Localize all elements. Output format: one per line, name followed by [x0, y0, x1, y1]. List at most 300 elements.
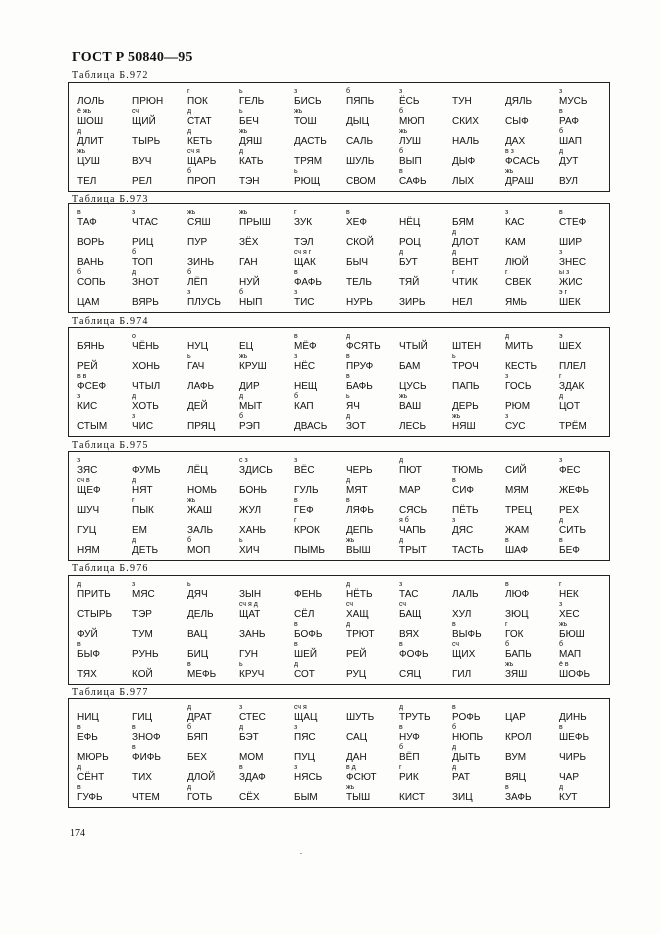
- syllable-word: ШОШ: [77, 116, 104, 127]
- phonetic-mark: д: [399, 249, 404, 256]
- phonetic-mark: з: [505, 413, 509, 420]
- phonetic-mark: ё в: [559, 661, 569, 668]
- syllable-word: ДЕЛЬ: [187, 609, 214, 620]
- syllable-word: РАТ: [452, 772, 470, 783]
- syllable-word: ШУЧ: [77, 505, 100, 516]
- syllable-word: ГУФЬ: [77, 792, 103, 803]
- phonetic-mark: ь: [239, 88, 243, 95]
- table-caption: Таблица Б.976: [72, 563, 149, 574]
- syllable-word: ДАХ: [505, 136, 526, 147]
- syllable-word: НОМЬ: [187, 485, 217, 496]
- syllable-word: ГОТЬ: [187, 792, 213, 803]
- phonetic-mark: з: [132, 581, 136, 588]
- phonetic-mark: д: [346, 581, 351, 588]
- word-table: [68, 698, 610, 808]
- phonetic-mark: в: [346, 209, 350, 216]
- table-caption: Таблица Б.975: [72, 440, 149, 451]
- table-row: [69, 289, 609, 313]
- syllable-word: ВЯРЬ: [132, 297, 159, 308]
- syllable-word: ЛОЛЬ: [77, 96, 105, 107]
- syllable-word: ПЮТ: [399, 465, 422, 476]
- syllable-word: МОМ: [239, 752, 264, 763]
- syllable-word: ЁСЬ: [399, 96, 420, 107]
- phonetic-mark: г: [452, 269, 455, 276]
- syllable-word: ПЯС: [294, 732, 316, 743]
- phonetic-mark: д: [559, 517, 564, 524]
- phonetic-mark: д: [77, 764, 82, 771]
- phonetic-mark: д: [452, 764, 457, 771]
- syllable-word: ЗЮЦ: [505, 609, 529, 620]
- syllable-word: ЗНОФ: [132, 732, 161, 743]
- syllable-word: ЧИРЬ: [559, 752, 587, 763]
- table-caption: Таблица Б.974: [72, 316, 149, 327]
- syllable-word: ЧТАС: [132, 217, 159, 228]
- phonetic-mark: г: [294, 209, 297, 216]
- syllable-word: ДИНЬ: [559, 712, 587, 723]
- phonetic-mark: ё жь: [77, 108, 92, 115]
- phonetic-mark: б: [187, 168, 192, 175]
- phonetic-mark: ь: [294, 168, 298, 175]
- syllable-word: ВУЛ: [559, 176, 578, 187]
- phonetic-mark: жь: [559, 621, 568, 628]
- syllable-word: ЯМЬ: [505, 297, 528, 308]
- syllable-word: РЕЙ: [346, 649, 367, 660]
- phonetic-mark: в: [559, 537, 563, 544]
- phonetic-mark: ь: [452, 353, 456, 360]
- syllable-word: ШЕК: [559, 297, 581, 308]
- syllable-word: ЗАФЬ: [505, 792, 532, 803]
- phonetic-mark: г: [294, 517, 297, 524]
- syllable-word: БЯНЬ: [77, 341, 105, 352]
- phonetic-mark: з: [294, 353, 298, 360]
- syllable-word: БЕХ: [187, 752, 207, 763]
- syllable-word: ЗАЛЬ: [187, 525, 214, 536]
- syllable-word: ПЫК: [132, 505, 154, 516]
- phonetic-mark: жь: [346, 784, 355, 791]
- syllable-word: ЗЫН: [239, 589, 262, 600]
- phonetic-mark: ь: [239, 108, 243, 115]
- phonetic-mark: жь: [505, 661, 514, 668]
- syllable-word: ГОСЬ: [505, 381, 532, 392]
- phonetic-mark: в: [294, 269, 298, 276]
- word-table: [68, 82, 610, 192]
- phonetic-mark: д: [452, 249, 457, 256]
- syllable-word: СТЫМ: [77, 421, 108, 432]
- phonetic-mark: д: [346, 333, 351, 340]
- syllable-word: ВУЧ: [132, 156, 152, 167]
- syllable-word: ВЕНТ: [452, 257, 479, 268]
- syllable-word: КАС: [505, 217, 525, 228]
- syllable-word: ЩИХ: [452, 649, 476, 660]
- syllable-word: ФОФЬ: [399, 649, 429, 660]
- phonetic-mark: жь: [452, 413, 461, 420]
- syllable-word: ДЫЦ: [346, 116, 370, 127]
- syllable-word: БЯП: [187, 732, 208, 743]
- syllable-word: СОТ: [294, 669, 315, 680]
- syllable-word: НУЦ: [187, 341, 208, 352]
- syllable-word: ДУТ: [559, 156, 579, 167]
- syllable-word: РЕЙ: [77, 361, 98, 372]
- phonetic-mark: д: [452, 744, 457, 751]
- syllable-word: ЛЕСЬ: [399, 421, 427, 432]
- syllable-word: ХИЧ: [239, 545, 260, 556]
- syllable-word: ЩАТ: [239, 609, 261, 620]
- phonetic-mark: з: [559, 88, 563, 95]
- syllable-word: ФУЙ: [77, 629, 98, 640]
- syllable-word: БЕФ: [559, 545, 580, 556]
- syllable-word: КИСТ: [399, 792, 426, 803]
- syllable-word: ФСАСЬ: [505, 156, 540, 167]
- syllable-word: ДЯЧ: [187, 589, 208, 600]
- syllable-word: СЁНТ: [77, 772, 105, 783]
- phonetic-mark: в з: [505, 148, 514, 155]
- syllable-word: ПЯПЬ: [346, 96, 375, 107]
- syllable-word: ДЫТЬ: [452, 752, 481, 763]
- syllable-word: ТОШ: [294, 116, 317, 127]
- syllable-word: ВЁП: [399, 752, 420, 763]
- phonetic-mark: жь: [399, 128, 408, 135]
- phonetic-mark: д: [346, 413, 351, 420]
- phonetic-mark: сч: [399, 601, 407, 608]
- phonetic-mark: д: [399, 704, 404, 711]
- syllable-word: ЧИС: [132, 421, 154, 432]
- syllable-word: ЖУЛ: [239, 505, 262, 516]
- phonetic-mark: жь: [294, 108, 303, 115]
- syllable-word: МЯТ: [346, 485, 368, 496]
- syllable-word: БИСЬ: [294, 96, 322, 107]
- syllable-word: БЫМ: [294, 792, 318, 803]
- syllable-word: КАП: [294, 401, 314, 412]
- syllable-word: ДАН: [346, 752, 367, 763]
- syllable-word: ЧТЫЙ: [399, 341, 428, 352]
- syllable-word: ВОРЬ: [77, 237, 105, 248]
- syllable-word: ЦАР: [505, 712, 526, 723]
- syllable-word: ДРАШ: [505, 176, 534, 187]
- syllable-word: ФСЯТЬ: [346, 341, 381, 352]
- syllable-word: ЖЕФЬ: [559, 485, 590, 496]
- syllable-word: ДЯШ: [239, 136, 263, 147]
- syllable-word: ДИР: [239, 381, 260, 392]
- syllable-word: ПРЮН: [132, 96, 164, 107]
- phonetic-mark: в: [559, 724, 563, 731]
- syllable-word: ЛАФЬ: [187, 381, 215, 392]
- phonetic-mark: д: [132, 477, 137, 484]
- syllable-word: ТЭЛ: [294, 237, 314, 248]
- syllable-word: ЖАШ: [187, 505, 213, 516]
- phonetic-mark: жь: [239, 128, 248, 135]
- phonetic-mark: з: [294, 88, 298, 95]
- phonetic-mark: б: [132, 249, 137, 256]
- syllable-word: СВОМ: [346, 176, 376, 187]
- syllable-word: ЕЦ: [239, 341, 254, 352]
- phonetic-mark: г: [559, 581, 562, 588]
- phonetic-mark: жь: [77, 148, 86, 155]
- syllable-word: НУФ: [399, 732, 420, 743]
- phonetic-mark: з: [559, 601, 563, 608]
- phonetic-mark: д: [452, 229, 457, 236]
- syllable-word: ТАСТЬ: [452, 545, 484, 556]
- syllable-word: САЦ: [346, 732, 368, 743]
- phonetic-mark: в: [452, 477, 456, 484]
- table-caption: Таблица Б.972: [72, 70, 149, 81]
- syllable-word: ЧАПЬ: [399, 525, 426, 536]
- phonetic-mark: в: [77, 209, 81, 216]
- syllable-word: ВАЦ: [187, 629, 208, 640]
- syllable-word: ГЕЛЬ: [239, 96, 265, 107]
- phonetic-mark: в в: [77, 373, 87, 380]
- phonetic-mark: д: [77, 581, 82, 588]
- syllable-word: ТЭН: [239, 176, 260, 187]
- phonetic-mark: б: [399, 108, 404, 115]
- phonetic-mark: жь: [187, 209, 196, 216]
- phonetic-mark: б: [399, 744, 404, 751]
- syllable-word: ШИР: [559, 237, 583, 248]
- syllable-word: БАФЬ: [346, 381, 373, 392]
- syllable-word: ВЫШ: [346, 545, 371, 556]
- syllable-word: КРУШ: [239, 361, 267, 372]
- phonetic-mark: б: [399, 148, 404, 155]
- syllable-word: НЫП: [239, 297, 263, 308]
- syllable-word: ТЫШ: [346, 792, 371, 803]
- phonetic-mark: о: [132, 333, 136, 340]
- syllable-word: ГОК: [505, 629, 524, 640]
- phonetic-mark: в: [559, 209, 563, 216]
- syllable-word: ДЕЙ: [187, 401, 208, 412]
- syllable-word: ЗИРЬ: [399, 297, 426, 308]
- syllable-word: ГАЧ: [187, 361, 205, 372]
- syllable-word: ХОНЬ: [132, 361, 160, 372]
- phonetic-mark: б: [452, 724, 457, 731]
- syllable-word: ПЛУСЬ: [187, 297, 221, 308]
- phonetic-mark: г: [505, 269, 508, 276]
- syllable-word: ПЛЕЛ: [559, 361, 586, 372]
- syllable-word: ДЕРЬ: [452, 401, 479, 412]
- syllable-word: СТЕС: [239, 712, 266, 723]
- syllable-word: ПЁТЬ: [452, 505, 479, 516]
- syllable-word: КЕСТЬ: [505, 361, 538, 372]
- syllable-word: ЧЕРЬ: [346, 465, 373, 476]
- syllable-word: НЯШ: [452, 421, 476, 432]
- syllable-word: ЛЮФ: [505, 589, 530, 600]
- syllable-word: ТЯХ: [77, 669, 97, 680]
- syllable-word: КЕТЬ: [187, 136, 213, 147]
- syllable-word: ТЯЙ: [399, 277, 420, 288]
- syllable-word: ЩЕФ: [77, 485, 101, 496]
- syllable-word: МЮРЬ: [77, 752, 109, 763]
- syllable-word: СКОЙ: [346, 237, 374, 248]
- syllable-word: РИЦ: [132, 237, 154, 248]
- syllable-word: НЯТ: [132, 485, 153, 496]
- syllable-word: БАПЬ: [505, 649, 532, 660]
- syllable-word: ЛАЛЬ: [452, 589, 479, 600]
- phonetic-mark: д: [187, 108, 192, 115]
- syllable-word: РИК: [399, 772, 419, 783]
- syllable-word: ФЕНЬ: [294, 589, 323, 600]
- syllable-word: ХОТЬ: [132, 401, 159, 412]
- phonetic-mark: д: [239, 148, 244, 155]
- syllable-word: ТИХ: [132, 772, 152, 783]
- phonetic-mark: в: [559, 108, 563, 115]
- document-title: ГОСТ Р 50840—95: [72, 50, 193, 65]
- syllable-word: РУНЬ: [132, 649, 159, 660]
- syllable-word: ПАПЬ: [452, 381, 480, 392]
- syllable-word: НЕЩ: [294, 381, 318, 392]
- syllable-word: БЯМ: [452, 217, 475, 228]
- phonetic-mark: в: [77, 784, 81, 791]
- phonetic-mark: д: [132, 393, 137, 400]
- syllable-word: ЩАРЬ: [187, 156, 217, 167]
- syllable-word: ШОФЬ: [559, 669, 591, 680]
- syllable-word: ВЯХ: [399, 629, 420, 640]
- syllable-word: ЩАЦ: [294, 712, 318, 723]
- syllable-word: ПУЦ: [294, 752, 315, 763]
- syllable-word: КРОК: [294, 525, 320, 536]
- phonetic-mark: в: [77, 641, 81, 648]
- syllable-word: ТЕЛ: [77, 176, 97, 187]
- syllable-word: ЯЧ: [346, 401, 360, 412]
- table-row: [69, 784, 609, 808]
- syllable-word: ДЕПЬ: [346, 525, 374, 536]
- phonetic-mark: б: [187, 537, 192, 544]
- phonetic-mark: сч: [452, 641, 460, 648]
- syllable-word: ГУЦ: [77, 525, 97, 536]
- syllable-word: СЫФ: [505, 116, 529, 127]
- phonetic-mark: жь: [399, 393, 408, 400]
- syllable-word: БЮШ: [559, 629, 585, 640]
- syllable-word: ЗДАФ: [239, 772, 266, 783]
- syllable-word: ЦАМ: [77, 297, 100, 308]
- table-row: [69, 168, 609, 192]
- syllable-word: КАТЬ: [239, 156, 264, 167]
- syllable-word: МАП: [559, 649, 582, 660]
- syllable-word: КИС: [77, 401, 98, 412]
- phonetic-mark: жь: [239, 353, 248, 360]
- table-row: [69, 661, 609, 685]
- phonetic-mark: з: [399, 581, 403, 588]
- phonetic-mark: з: [132, 209, 136, 216]
- syllable-word: РЭП: [239, 421, 261, 432]
- syllable-word: ГУН: [239, 649, 258, 660]
- syllable-word: ЗНЕС: [559, 257, 587, 268]
- syllable-word: ТЮМЬ: [452, 465, 484, 476]
- syllable-word: МУСЬ: [559, 96, 588, 107]
- phonetic-mark: г: [505, 621, 508, 628]
- phonetic-mark: д: [132, 537, 137, 544]
- phonetic-mark: д: [505, 333, 510, 340]
- syllable-word: ЦУСЬ: [399, 381, 427, 392]
- syllable-word: ЖАМ: [505, 525, 530, 536]
- phonetic-mark: в: [399, 641, 403, 648]
- page-mark: .: [300, 847, 302, 856]
- phonetic-mark: д: [559, 148, 564, 155]
- syllable-word: ТРЫТ: [399, 545, 427, 556]
- syllable-word: ВЯЦ: [505, 772, 526, 783]
- syllable-word: ДАСТЬ: [294, 136, 327, 147]
- syllable-word: ЗДАК: [559, 381, 585, 392]
- phonetic-mark: ь: [239, 537, 243, 544]
- syllable-word: ВУМ: [505, 752, 527, 763]
- phonetic-mark: ь: [346, 393, 350, 400]
- syllable-word: СУС: [505, 421, 526, 432]
- syllable-word: СОПЬ: [77, 277, 106, 288]
- syllable-word: ЗУК: [294, 217, 313, 228]
- phonetic-mark: сч я г: [294, 249, 312, 256]
- syllable-word: РЕХ: [559, 505, 580, 516]
- syllable-word: ТРОЧ: [452, 361, 479, 372]
- syllable-word: ЛЁП: [187, 277, 208, 288]
- syllable-word: ЗНОТ: [132, 277, 160, 288]
- phonetic-mark: г: [187, 88, 190, 95]
- syllable-word: ФЕС: [559, 465, 581, 476]
- syllable-word: БЫФ: [77, 649, 101, 660]
- phonetic-mark: сч: [132, 108, 140, 115]
- syllable-word: ГИЛ: [452, 669, 472, 680]
- syllable-word: ДЛИТ: [77, 136, 104, 147]
- syllable-word: ТУМ: [132, 629, 153, 640]
- syllable-word: ЗИНЬ: [187, 257, 215, 268]
- phonetic-mark: з: [399, 88, 403, 95]
- syllable-word: ВАНЬ: [77, 257, 104, 268]
- syllable-word: МЁФ: [294, 341, 317, 352]
- phonetic-mark: з: [294, 764, 298, 771]
- syllable-word: ЗЯШ: [505, 669, 528, 680]
- syllable-word: ФИФЬ: [132, 752, 161, 763]
- syllable-word: ЛЁЦ: [187, 465, 208, 476]
- phonetic-mark: в: [399, 724, 403, 731]
- syllable-word: ДЛОТ: [452, 237, 480, 248]
- syllable-word: КОЙ: [132, 669, 153, 680]
- phonetic-mark: сч я д: [239, 601, 258, 608]
- syllable-word: ЧТЕМ: [132, 792, 160, 803]
- syllable-word: ПРИТЬ: [77, 589, 111, 600]
- syllable-word: СТЫРЬ: [77, 609, 113, 620]
- syllable-word: ЗЁХ: [239, 237, 259, 248]
- syllable-word: СЁХ: [239, 792, 260, 803]
- phonetic-mark: д: [77, 128, 82, 135]
- syllable-word: МЕФЬ: [187, 669, 217, 680]
- phonetic-mark: я б: [399, 517, 409, 524]
- phonetic-mark: д: [399, 537, 404, 544]
- syllable-word: СТАТ: [187, 116, 212, 127]
- phonetic-mark: б: [505, 641, 510, 648]
- phonetic-mark: в: [294, 621, 298, 628]
- syllable-word: ЩАК: [294, 257, 316, 268]
- syllable-word: ЕМ: [132, 525, 147, 536]
- table-row: [69, 537, 609, 561]
- phonetic-mark: з: [77, 457, 81, 464]
- syllable-word: СЯШ: [187, 217, 211, 228]
- syllable-word: НЕК: [559, 589, 579, 600]
- syllable-word: НЁТЬ: [346, 589, 373, 600]
- syllable-word: НЁЦ: [399, 217, 421, 228]
- syllable-word: ЧЁНЬ: [132, 341, 160, 352]
- word-table: [68, 575, 610, 685]
- syllable-word: ГИЦ: [132, 712, 152, 723]
- syllable-word: БОНЬ: [239, 485, 268, 496]
- syllable-word: ГЕФ: [294, 505, 314, 516]
- phonetic-mark: з: [132, 413, 136, 420]
- syllable-word: ХУЛ: [452, 609, 472, 620]
- syllable-word: РЕЛ: [132, 176, 152, 187]
- syllable-word: СЯЦ: [399, 669, 421, 680]
- syllable-word: РЮЩ: [294, 176, 321, 187]
- phonetic-mark: д: [294, 661, 299, 668]
- syllable-word: ПРУФ: [346, 361, 374, 372]
- syllable-word: ЧТИК: [452, 277, 478, 288]
- phonetic-mark: сч я: [187, 148, 200, 155]
- phonetic-mark: б: [187, 724, 192, 731]
- syllable-word: СИТЬ: [559, 525, 587, 536]
